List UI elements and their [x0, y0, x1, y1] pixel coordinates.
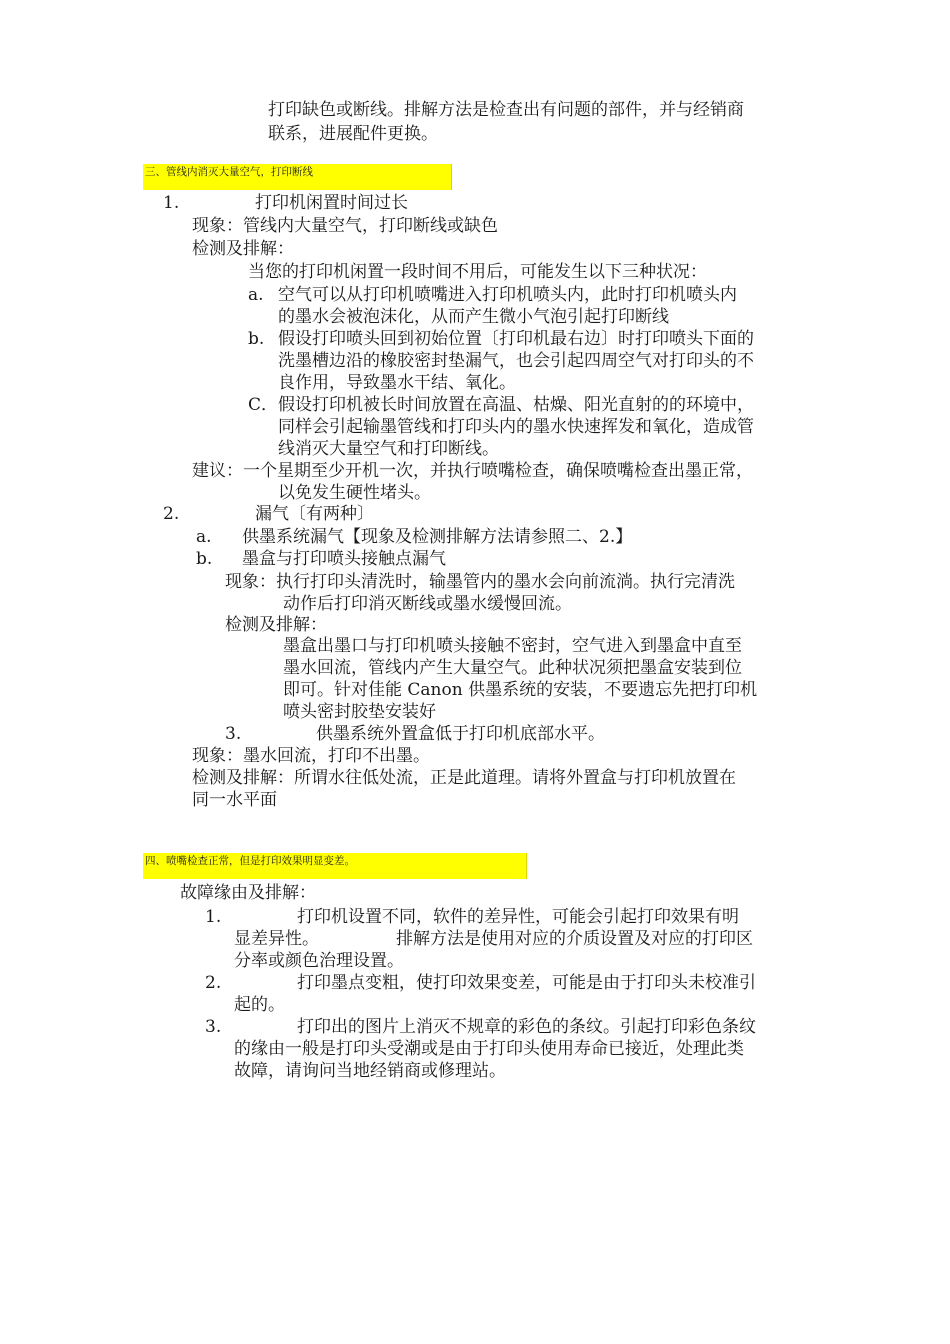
- condition-a-text: 空气可以从打印机喷嘴进入打印机喷头内，此时打印机喷头内: [278, 285, 737, 305]
- phenomenon-text: 现象：管线内大量空气，打印断线或缺色: [192, 216, 498, 236]
- condition-b-text: 假设打印喷头回到初始位置〔打印机最右边〕时打印喷头下面的: [278, 329, 754, 349]
- detect-intro: 当您的打印机闲置一段时间不用后，可能发生以下三种状况：: [248, 262, 707, 282]
- cause-text: 打印墨点变粗，使打印效果变差，可能是由于打印头未校准引: [297, 973, 756, 993]
- detect-text: 墨水回流，管线内产生大量空气。此种状况须把墨盒安装到位: [283, 658, 742, 678]
- cause-text: 起的。: [234, 995, 285, 1015]
- cause-text: 打印出的图片上消灭不规章的彩色的条纹。引起打印彩色条纹: [297, 1017, 756, 1037]
- condition-c-text: 线消灭大量空气和打印断线。: [278, 439, 499, 459]
- condition-b-text: 洗墨槽边沿的橡胶密封垫漏气，也会引起四周空气对打印头的不: [278, 351, 754, 371]
- item-number: 1.: [163, 193, 180, 213]
- item-number: 3.: [205, 1017, 222, 1037]
- item-title: 打印机闲置时间过长: [255, 193, 408, 213]
- detect-text: 喷头密封胶垫安装好: [283, 702, 436, 722]
- item-number: 2.: [163, 504, 180, 524]
- detect-label: 检测及排解：: [192, 239, 294, 259]
- item-number: 1.: [205, 907, 222, 927]
- cause-text: 显差异性。: [234, 929, 319, 949]
- advice-text: 以免发生硬性堵头。: [278, 483, 431, 503]
- phenomenon-text: 动作后打印消灭断线或墨水缓慢回流。: [283, 594, 572, 614]
- cause-text: 故障，请询问当地经销商或修理站。: [234, 1061, 506, 1081]
- leak-type-a: 供墨系统漏气【现象及检测排解方法请参照二、2.】: [242, 527, 633, 547]
- condition-a-text: 的墨水会被泡沫化，从而产生微小气泡引起打印断线: [278, 307, 669, 327]
- leak-type-b: 墨盒与打印喷头接触点漏气: [242, 549, 446, 569]
- item-title: 供墨系统外置盒低于打印机底部水平。: [316, 724, 605, 744]
- cause-text: 的缘由一般是打印头受潮或是由于打印头使用寿命已接近，处理此类: [234, 1039, 744, 1059]
- detect-text: 墨盒出墨口与打印机喷头接触不密封，空气进入到墨盒中直至: [283, 636, 742, 656]
- list-marker: b.: [248, 329, 265, 349]
- section-4-heading: 四、喷嘴检查正常，但是打印效果明显变差。: [143, 853, 527, 879]
- list-marker: b.: [196, 549, 213, 569]
- causes-label: 故障缘由及排解：: [180, 883, 316, 903]
- item-title: 漏气〔有两种〕: [255, 504, 374, 524]
- condition-c-text: C．假设打印机被长时间放置在高温、枯燥、阳光直射的的环境中，: [248, 395, 755, 415]
- detect-text: 检测及排解：所谓水往低处流，正是此道理。请将外置盒与打印机放置在: [192, 768, 736, 788]
- detect-label: 检测及排解：: [225, 615, 327, 635]
- phenomenon-text: 现象：墨水回流，打印不出墨。: [192, 746, 430, 766]
- advice-text: 建议：一个星期至少开机一次，并执行喷嘴检查，确保喷嘴检查出墨正常，: [192, 461, 753, 481]
- list-marker: a.: [248, 285, 264, 305]
- detect-text: 即可。针对佳能 Canon 供墨系统的安装，不要遗忘先把打印机: [283, 680, 758, 700]
- item-number: 2.: [205, 973, 222, 993]
- cause-text: 分率或颜色治理设置。: [234, 951, 404, 971]
- cause-text: 排解方法是使用对应的介质设置及对应的打印区: [396, 929, 753, 949]
- intro-line: 打印缺色或断线。排解方法是检查出有问题的部件，并与经销商: [268, 100, 744, 120]
- list-marker: a.: [196, 527, 212, 547]
- item-number: 3.: [225, 724, 242, 744]
- condition-c-text: 同样会引起输墨管线和打印头内的墨水快速挥发和氧化，造成管: [278, 417, 754, 437]
- detect-text: 同一水平面: [192, 790, 277, 810]
- cause-text: 打印机设置不同，软件的差异性，可能会引起打印效果有明: [297, 907, 739, 927]
- section-3-heading: 三、管线内消灭大量空气，打印断线: [143, 164, 452, 190]
- intro-line: 联系，进展配件更换。: [268, 124, 438, 144]
- condition-b-text: 良作用，导致墨水干结、氧化。: [278, 373, 516, 393]
- phenomenon-text: 现象：执行打印头清洗时，输墨管内的墨水会向前流淌。执行完清洗: [225, 572, 735, 592]
